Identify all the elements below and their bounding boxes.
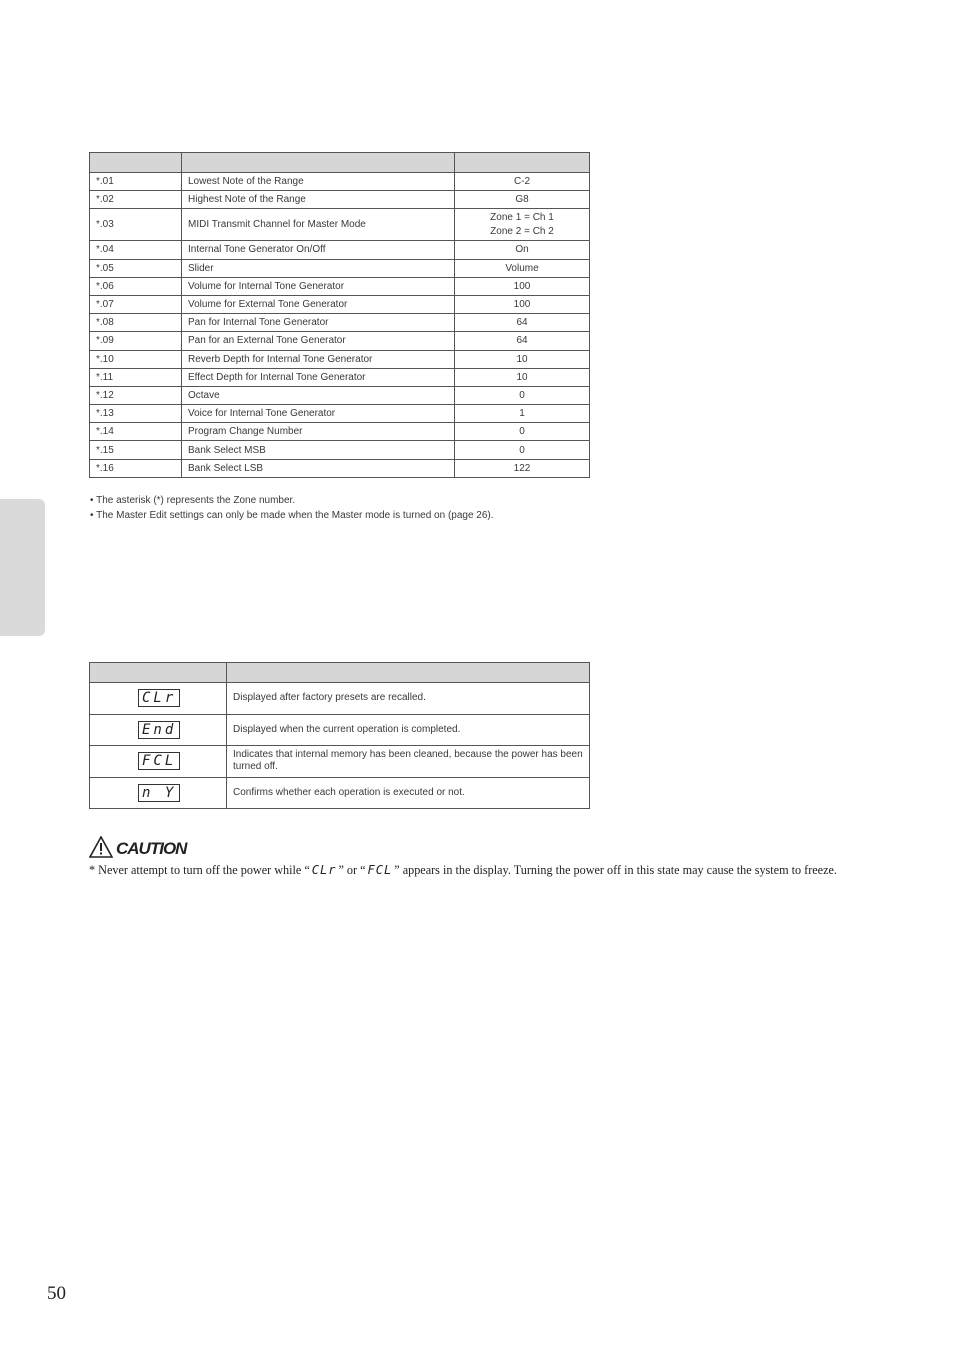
table-header-row [90, 153, 590, 173]
default-value: 122 [455, 459, 590, 477]
table-row [90, 191, 590, 209]
table-row [90, 777, 590, 809]
default-value: 1 [455, 405, 590, 423]
zone-number: *.09 [90, 332, 182, 350]
zone-number: *.12 [90, 386, 182, 404]
default-value: 100 [455, 295, 590, 313]
parameter-name: Bank Select LSB [182, 459, 455, 477]
note-line: • The Master Edit settings can only be made when the Master mode is turned on (page 26). [90, 509, 494, 521]
header-cell [455, 153, 590, 173]
message-description: Confirms whether each operation is executed or not. [227, 777, 590, 809]
caution-text-middle: ” or “ [338, 863, 366, 877]
display-messages-table [89, 662, 590, 809]
message-description: Indicates that internal memory has been cleaned, because the power has been turned off. [227, 746, 590, 778]
lcd-cell [90, 683, 227, 715]
default-value-line-2: Zone 2 = Ch 2 [490, 225, 554, 237]
header-cell [182, 153, 455, 173]
zone-number: *.16 [90, 459, 182, 477]
default-value: Volume [455, 259, 590, 277]
lcd-inline-fcl: FCL [367, 863, 393, 877]
default-value: On [455, 241, 590, 259]
parameter-name: Octave [182, 386, 455, 404]
default-value: 0 [455, 441, 590, 459]
table-header-row [90, 663, 590, 683]
table-row [90, 314, 590, 332]
lcd-cell [90, 777, 227, 809]
lcd-display-fcl: FCL [138, 752, 180, 770]
message-description: Displayed when the current operation is completed. [227, 714, 590, 746]
table-row [90, 332, 590, 350]
default-value: 100 [455, 277, 590, 295]
parameter-name: Highest Note of the Range [182, 191, 455, 209]
side-tab-marker [0, 499, 45, 636]
default-value: 64 [455, 314, 590, 332]
master-settings-table [89, 152, 590, 478]
table-row [90, 441, 590, 459]
page-number: 50 [47, 1283, 66, 1304]
table-row [90, 241, 590, 259]
caution-text [89, 863, 837, 878]
parameter-name: Bank Select MSB [182, 441, 455, 459]
table-row [90, 746, 590, 778]
zone-number: *.06 [90, 277, 182, 295]
parameter-name: Reverb Depth for Internal Tone Generator [182, 350, 455, 368]
table-row [90, 386, 590, 404]
default-value: C-2 [455, 173, 590, 191]
default-value: 0 [455, 423, 590, 441]
zone-number: *.01 [90, 173, 182, 191]
zone-number: *.10 [90, 350, 182, 368]
parameter-name: MIDI Transmit Channel for Master Mode [182, 209, 455, 241]
default-value: 10 [455, 350, 590, 368]
parameter-name: Slider [182, 259, 455, 277]
table-row [90, 173, 590, 191]
table-row [90, 459, 590, 477]
parameter-name: Internal Tone Generator On/Off [182, 241, 455, 259]
default-value: 0 [455, 386, 590, 404]
header-cell [227, 663, 590, 683]
table-row [90, 368, 590, 386]
header-cell [90, 663, 227, 683]
lcd-inline-clr: CLr [311, 863, 337, 877]
parameter-name: Program Change Number [182, 423, 455, 441]
zone-number: *.11 [90, 368, 182, 386]
zone-number: *.02 [90, 191, 182, 209]
table-row [90, 209, 590, 241]
warning-triangle-icon [89, 836, 113, 858]
parameter-name: Pan for Internal Tone Generator [182, 314, 455, 332]
table-row [90, 277, 590, 295]
default-value: 10 [455, 368, 590, 386]
parameter-name: Pan for an External Tone Generator [182, 332, 455, 350]
caution-text-start: * Never attempt to turn off the power while “ [89, 863, 310, 877]
message-description: Displayed after factory presets are recalled. [227, 683, 590, 715]
lcd-display-ny: n Y [138, 784, 180, 802]
table-row [90, 714, 590, 746]
parameter-name: Volume for External Tone Generator [182, 295, 455, 313]
lcd-cell [90, 746, 227, 778]
default-value: G8 [455, 191, 590, 209]
zone-number: *.08 [90, 314, 182, 332]
table-row [90, 295, 590, 313]
lcd-display-clr: CLr [138, 689, 180, 707]
caution-title: CAUTION [116, 839, 187, 858]
zone-number: *.03 [90, 209, 182, 241]
parameter-name: Voice for Internal Tone Generator [182, 405, 455, 423]
note-line: • The asterisk (*) represents the Zone number. [90, 495, 296, 506]
table-row [90, 405, 590, 423]
lcd-cell [90, 714, 227, 746]
table-notes [90, 494, 494, 523]
table-row [90, 350, 590, 368]
table-row [90, 259, 590, 277]
zone-number: *.07 [90, 295, 182, 313]
default-value: 64 [455, 332, 590, 350]
default-value-line-1: Zone 1 = Ch 1 [490, 211, 554, 223]
zone-number: *.14 [90, 423, 182, 441]
table-row [90, 683, 590, 715]
table-row [90, 423, 590, 441]
zone-number: *.05 [90, 259, 182, 277]
zone-number: *.15 [90, 441, 182, 459]
caution-text-end: ” appears in the display. Turning the power off in this state may cause the system to freeze. [394, 863, 837, 877]
zone-number: *.13 [90, 405, 182, 423]
default-value [455, 209, 590, 241]
parameter-name: Effect Depth for Internal Tone Generator [182, 368, 455, 386]
zone-number: *.04 [90, 241, 182, 259]
header-cell [90, 153, 182, 173]
lcd-display-end: End [138, 721, 180, 739]
parameter-name: Volume for Internal Tone Generator [182, 277, 455, 295]
parameter-name: Lowest Note of the Range [182, 173, 455, 191]
